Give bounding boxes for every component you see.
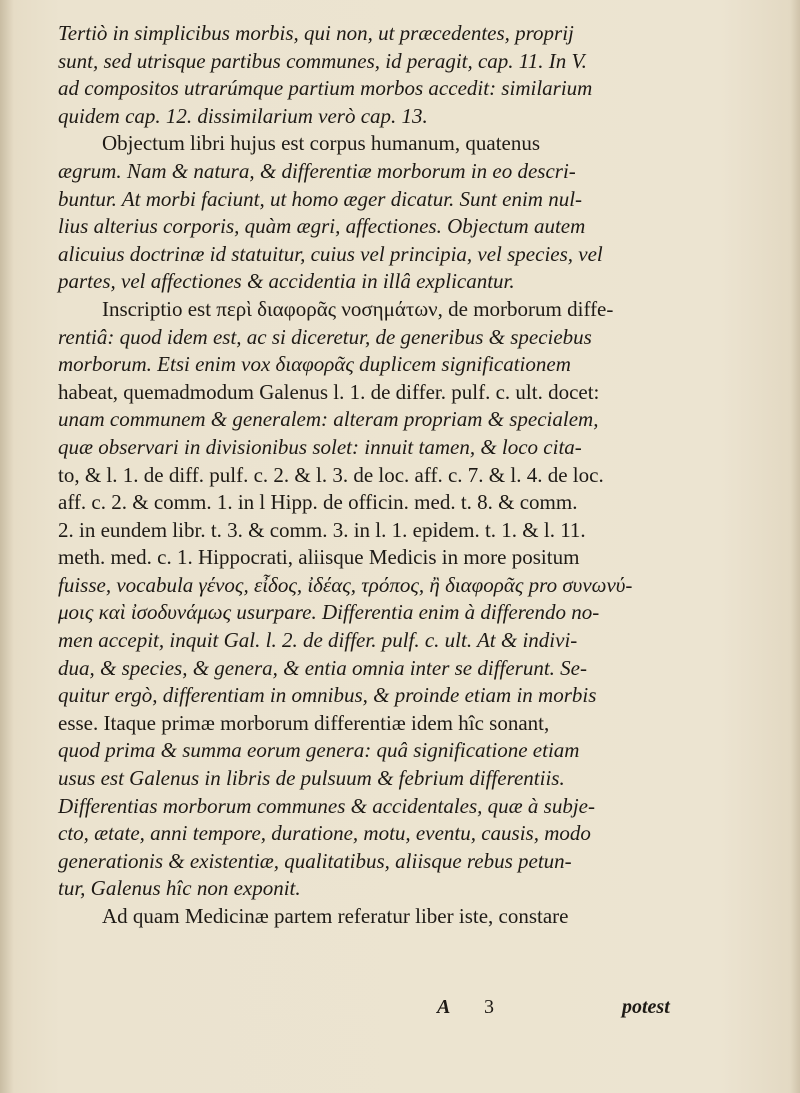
text-line: quæ observari in divisionibus solet: innuit tamen, & loco cita- (58, 434, 582, 459)
signature-mark: A (437, 996, 451, 1018)
text-line: sunt, sed utrisque partibus communes, id peragit, cap. 11. In V. (58, 48, 587, 73)
text-line: dua, & species, & genera, & entia omnia inter se differunt. Se- (58, 655, 587, 680)
text-line: habeat, quemadmodum Galenus l. 1. de differ. pulf. c. ult. docet: (58, 379, 600, 404)
text-line: usus est Galenus in libris de pulsuum & febrium differentiis. (58, 766, 565, 791)
text-line: meth. med. c. 1. Hippocrati, aliisque Medicis in more positum (58, 545, 580, 570)
text-line: buntur. At morbi faciunt, ut homo æger dicatur. Sunt enim nul- (58, 186, 583, 211)
text-line: to, & l. 1. de diff. pulf. c. 2. & l. 3. de loc. aff. c. 7. & l. 4. de loc. (58, 462, 604, 487)
text-line: rentiâ: quod idem est, ac si diceretur, de generibus & speciebus (58, 324, 592, 349)
catchword: potest (622, 996, 670, 1018)
text-line: tur, Galenus hîc non exponit. (58, 876, 301, 901)
text-line: alicuius doctrinæ id statuitur, cuius vel principia, vel species, vel (58, 241, 603, 266)
text-line: generationis & existentiæ, qualitatibus, aliisque rebus petun- (58, 848, 572, 873)
text-line: partes, vel affectiones & accidentia in illâ explicantur. (58, 269, 515, 294)
page-number: 3 (484, 996, 494, 1018)
text-line: esse. Itaque primæ morborum differentiæ idem hîc sonant, (58, 710, 550, 735)
text-line: Ad quam Medicinæ partem referatur liber iste, constare (102, 904, 569, 928)
text-line: 2. in eundem libr. t. 3. & comm. 3. in l. 1. epidem. t. 1. & l. 11. (58, 517, 586, 542)
text-line: aff. c. 2. & comm. 1. in l Hipp. de officin. med. t. 8. & comm. (58, 490, 578, 515)
text-line: ad compositos utrarúmque partium morbos accedit: similarium (58, 76, 593, 101)
text-line: quitur ergò, differentiam in omnibus, & proinde etiam in morbis (58, 683, 597, 708)
text-line: Differentias morborum communes & accidentales, quæ à subje- (58, 793, 595, 818)
text-line: cto, ætate, anni tempore, duratione, motu, eventu, causis, modo (58, 821, 591, 846)
text-line: fuisse, vocabula γένος, εἶδος, ἰδέας, τρόπος, ἢ διαφορᾶς pro συνωνύ- (58, 572, 633, 597)
text-line: unam communem & generalem: alteram propriam & specialem, (58, 407, 599, 432)
text-line: μοις καὶ ἰσοδυνάμως usurpare. Differentia enim à differendo no- (58, 600, 600, 625)
text-line: Objectum libri hujus est corpus humanum, quatenus (102, 131, 541, 156)
body-text (58, 20, 698, 931)
text-line: men accepit, inquit Gal. l. 2. de differ. pulf. c. ult. At & indivi- (58, 628, 578, 653)
text-line: Tertiò in simplicibus morbis, qui non, ut præcedentes, proprij (58, 21, 574, 45)
text-line: quidem cap. 12. dissimilarium verò cap. 13. (58, 103, 428, 128)
text-line: Inscriptio est περὶ διαφορᾶς νοσημάτων, de morborum diffe- (102, 296, 614, 321)
text-line: lius alterius corporis, quàm ægri, affectiones. Objectum autem (58, 214, 586, 239)
text-line: morborum. Etsi enim vox διαφορᾶς duplicem significationem (58, 352, 571, 377)
text-line: quod prima & summa eorum genera: quâ significatione etiam (58, 738, 580, 763)
text-line: ægrum. Nam & natura, & differentiæ morborum in eo descri- (58, 158, 576, 183)
